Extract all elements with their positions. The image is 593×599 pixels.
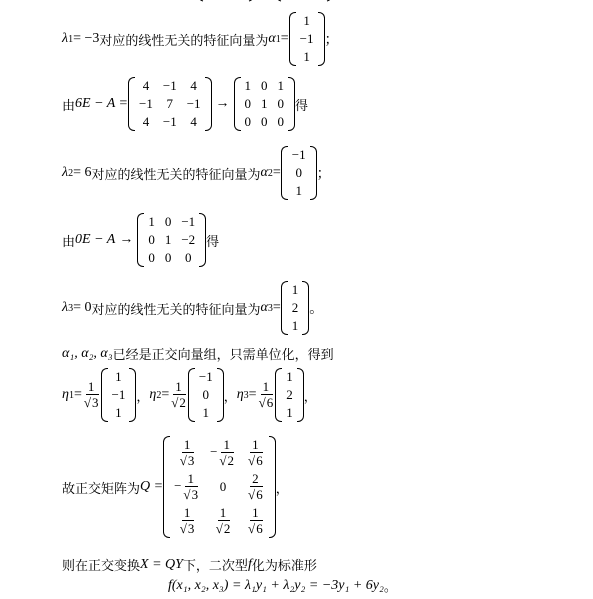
matrix-reduction-6E-A: 由 6E − A = 4 −1 4 −1 7 −1 4 −1 4 → 1 0 1 0 1 0 0 0 0 得 <box>62 78 309 129</box>
right-arrow-icon: → <box>215 96 230 111</box>
matrix-reduced-1: 1 0 1 0 1 0 0 0 0 <box>234 77 296 131</box>
lambda-symbol: λ <box>62 31 69 46</box>
eigenvector-line-1: λ 1 = −3 对应的线性无关的特征向量为 α 1 = 1 −1 1 ； <box>62 13 339 64</box>
cropped-matrix-fragment <box>195 0 335 2</box>
fraction-1-sqrt2: $\frac{1}{√2}$ <box>171 379 186 410</box>
alpha1-vector: 1 −1 1 <box>289 12 325 66</box>
orthogonal-matrix-line: 故正交矩阵为 Q = $\frac{1}{√3}$ − $\frac{1}{√2}$ $\frac{1}{√6}$ − $\frac{1}{√3}$ 0 $\frac{2}{√6}$ $\frac{1}{√3}$ $\frac{1}{√2}$ $\frac{1}{√6}$ ， <box>62 437 289 536</box>
unit-vectors-line: η 1 = $\frac{1}{√3}$ 1 −1 1 ， η 2 = $\frac{1}{√2}$ −1 0 1 ， η 3 = $\frac{1}{√6}$ 1 2 1 ， <box>62 369 317 420</box>
orthogonal-statement: α₁, α₂, α₃ 已经是正交向量组，只需单位化，得到 <box>62 345 334 363</box>
matrix-6E-A: 4 −1 4 −1 7 −1 4 −1 4 <box>128 77 212 131</box>
alpha-symbol: α <box>268 31 276 46</box>
matrix-reduced-2: 1 0 −1 0 1 −2 0 0 0 <box>137 213 206 267</box>
right-arrow-icon: → <box>119 232 134 247</box>
eigenvector-text: 对应的线性无关的特征向量为 <box>99 33 269 49</box>
fraction-1-sqrt3: $\frac{1}{√3}$ <box>83 379 99 410</box>
eta1-vector: 1 −1 1 <box>101 368 137 422</box>
lambda1-value: = −3 <box>73 31 100 46</box>
alpha3-vector: 1 2 1 <box>281 281 310 335</box>
transformation-statement: 则在正交变换 X = QY 下，二次型 f 化为标准形 <box>62 556 317 574</box>
standard-form-formula: f(x₁, x₂, x₃) = λ₁y₁ + λ₂y₂ = −3y₁ + 6y₂ 。 <box>168 577 397 595</box>
eigenvector-line-3: λ 3 = 0 对应的线性无关的特征向量为 α 3 = 1 2 1 。 <box>62 282 324 333</box>
eta2-vector: −1 0 1 <box>188 368 224 422</box>
matrix-Q: $\frac{1}{√3}$ − $\frac{1}{√2}$ $\frac{1}{√6}$ − $\frac{1}{√3}$ 0 $\frac{2}{√6}$ $\frac{1}{√3}$ $\frac{1}{√2}$ $\frac{1}{√6}$ <box>163 436 276 538</box>
matrix-reduction-0E-A: 由 0E − A → 1 0 −1 0 1 −2 0 0 0 得 <box>62 214 220 265</box>
alpha2-vector: −1 0 1 <box>281 146 317 200</box>
fraction-1-sqrt6: $\frac{1}{√6}$ <box>258 379 274 410</box>
eigenvector-line-2: λ 2 = 6 对应的线性无关的特征向量为 α 2 = −1 0 1 ； <box>62 147 331 198</box>
eta3-vector: 1 2 1 <box>275 368 304 422</box>
